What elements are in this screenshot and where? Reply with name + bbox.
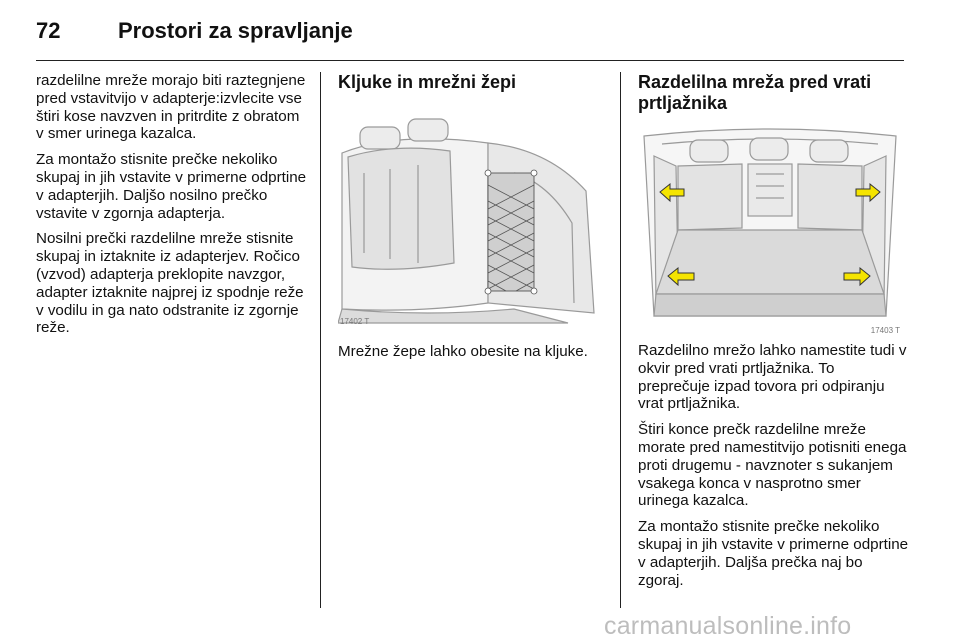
page-header [36,16,904,60]
paragraph: Za montažo stisnite prečke nekoliko skupaj in jih vstavite v primerne odprtine v adapterjih. Daljšo nosilno prečko vstavite v zgornja adapterja. [36,151,307,222]
figure-number: 17402 T [340,317,370,326]
rear-net-illustration [638,126,902,335]
paragraph: razdelilne mreže morajo biti raztegnjene pred vstavitvijo v adapterje:izvlecite vse štiri kose navzven in pritrdite z obratom v smer urinega kazalca. [36,72,306,143]
trunk-rear-view-drawing [638,126,902,332]
section-heading: Kljuke in mrežni žepi [338,72,517,92]
right-column [638,72,910,597]
paragraph: Nosilni prečki razdelilne mreže stisnite skupaj in iztaknite iz adapterjev. Ročico (vzvod) adapterja preklopite navzgor, adapter iztaknite najprej iz spodnje reže v vodilu in ga nato odstranite iz zgornje reže. [36,230,304,337]
page-title: Prostori za spravljanje [118,18,353,43]
net-pocket-illustration [338,113,602,325]
header-divider [36,60,904,61]
figure-number: 17403 T [870,326,900,335]
column-divider [320,72,321,608]
left-column [36,72,308,345]
middle-column [338,72,606,369]
paragraph: Štiri konce prečk razdelilne mreže morate pred namestitvijo potisniti enega proti drugemu - navznoter s sukanjem vsakega konca v nasprotno smer urinega kazalca. [638,421,907,510]
paragraph: Mrežne žepe lahko obesite na kljuke. [338,343,588,360]
page-number: 72 [36,18,61,43]
column-divider [620,72,621,608]
paragraph: Razdelilno mrežo lahko namestite tudi v okvir pred vrati prtljažnika. To preprečuje izpad tovora pri odpiranju vrat prtljažnika. [638,342,907,413]
paragraph: Za montažo stisnite prečke nekoliko skupaj in jih vstavite v primerne odprtine v adapterjih. Daljša prečka naj bo zgoraj. [638,518,909,589]
section-heading: Razdelilna mreža pred vrati prtljažnika [638,72,872,113]
trunk-side-net-drawing [338,113,602,325]
watermark: carmanualsonline.info [604,612,852,640]
